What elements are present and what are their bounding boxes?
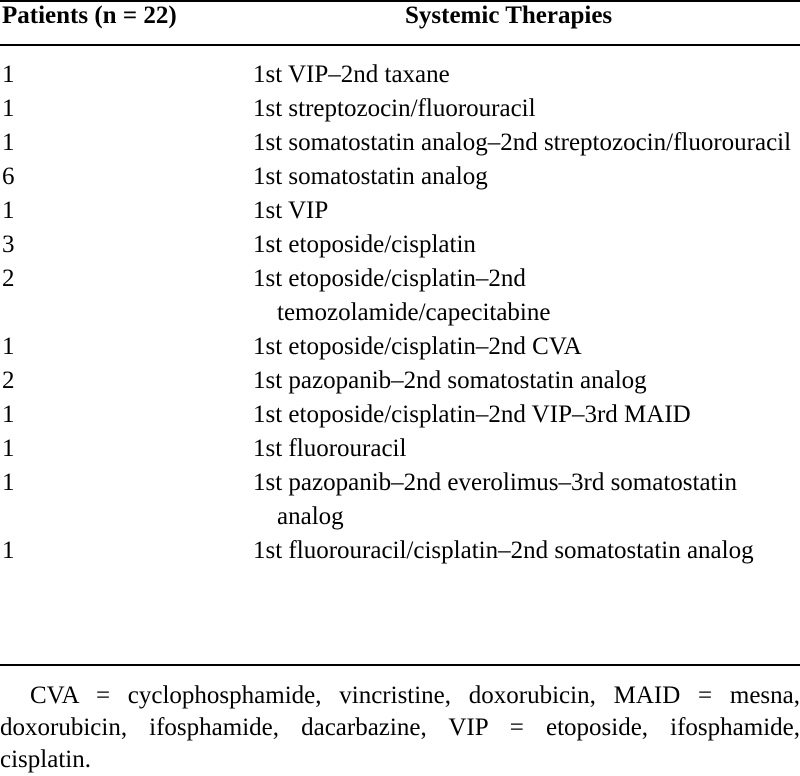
table-row <box>0 534 800 568</box>
table-body <box>0 58 800 568</box>
table-footnote: CVA = cyclophosphamide, vincristine, doxorubicin, MAID = mesna, doxorubicin, ifosphamide, dacarbazine, VIP = etoposide, ifosphamide, cisplatin. <box>0 682 800 773</box>
therapy-text: 1st etoposide/cisplatin–2nd temozolamide/capecitabine <box>253 265 551 326</box>
table-row <box>0 432 800 466</box>
therapy-text: 1st somatostatin analog <box>253 163 488 190</box>
patient-count: 1 <box>2 333 15 360</box>
patient-count: 3 <box>2 231 15 258</box>
table-row <box>0 364 800 398</box>
patient-count: 6 <box>2 163 15 190</box>
table-row <box>0 398 800 432</box>
table-row <box>0 92 800 126</box>
patient-count: 1 <box>2 435 15 462</box>
therapy-text: 1st VIP–2nd taxane <box>253 61 450 88</box>
table-row <box>0 262 800 330</box>
patient-count: 1 <box>2 95 15 122</box>
therapy-text: 1st fluorouracil <box>253 435 407 462</box>
table-row <box>0 126 800 160</box>
therapy-text: 1st pazopanib–2nd somatostatin analog <box>253 367 647 394</box>
therapy-text: 1st somatostatin analog–2nd streptozocin/fluorouracil <box>253 129 792 156</box>
header-rule <box>0 44 800 46</box>
patient-count: 1 <box>2 129 15 156</box>
table-row <box>0 160 800 194</box>
patient-count: 2 <box>2 265 15 292</box>
patient-count: 1 <box>2 61 15 88</box>
therapy-text: 1st etoposide/cisplatin–2nd VIP–3rd MAID <box>253 401 691 428</box>
header-patients: Patients (n = 22) <box>2 2 177 29</box>
patient-count: 1 <box>2 197 15 224</box>
patient-count: 1 <box>2 469 15 496</box>
patient-count: 1 <box>2 401 15 428</box>
therapy-text: 1st streptozocin/fluorouracil <box>253 95 536 122</box>
patient-count: 1 <box>2 537 15 564</box>
table-row <box>0 228 800 262</box>
patient-count: 2 <box>2 367 15 394</box>
table-header <box>0 2 800 42</box>
bottom-rule <box>0 664 800 666</box>
therapy-text: 1st etoposide/cisplatin <box>253 231 476 258</box>
therapy-text: 1st fluorouracil/cisplatin–2nd somatostatin analog <box>253 537 754 564</box>
header-therapies: Systemic Therapies <box>405 2 613 29</box>
table-row <box>0 330 800 364</box>
therapy-text: 1st VIP <box>253 197 329 224</box>
table-row <box>0 194 800 228</box>
therapy-text: 1st pazopanib–2nd everolimus–3rd somatostatin analog <box>253 469 737 530</box>
table-row <box>0 466 800 534</box>
therapy-text: 1st etoposide/cisplatin–2nd CVA <box>253 333 582 360</box>
table-row <box>0 58 800 92</box>
